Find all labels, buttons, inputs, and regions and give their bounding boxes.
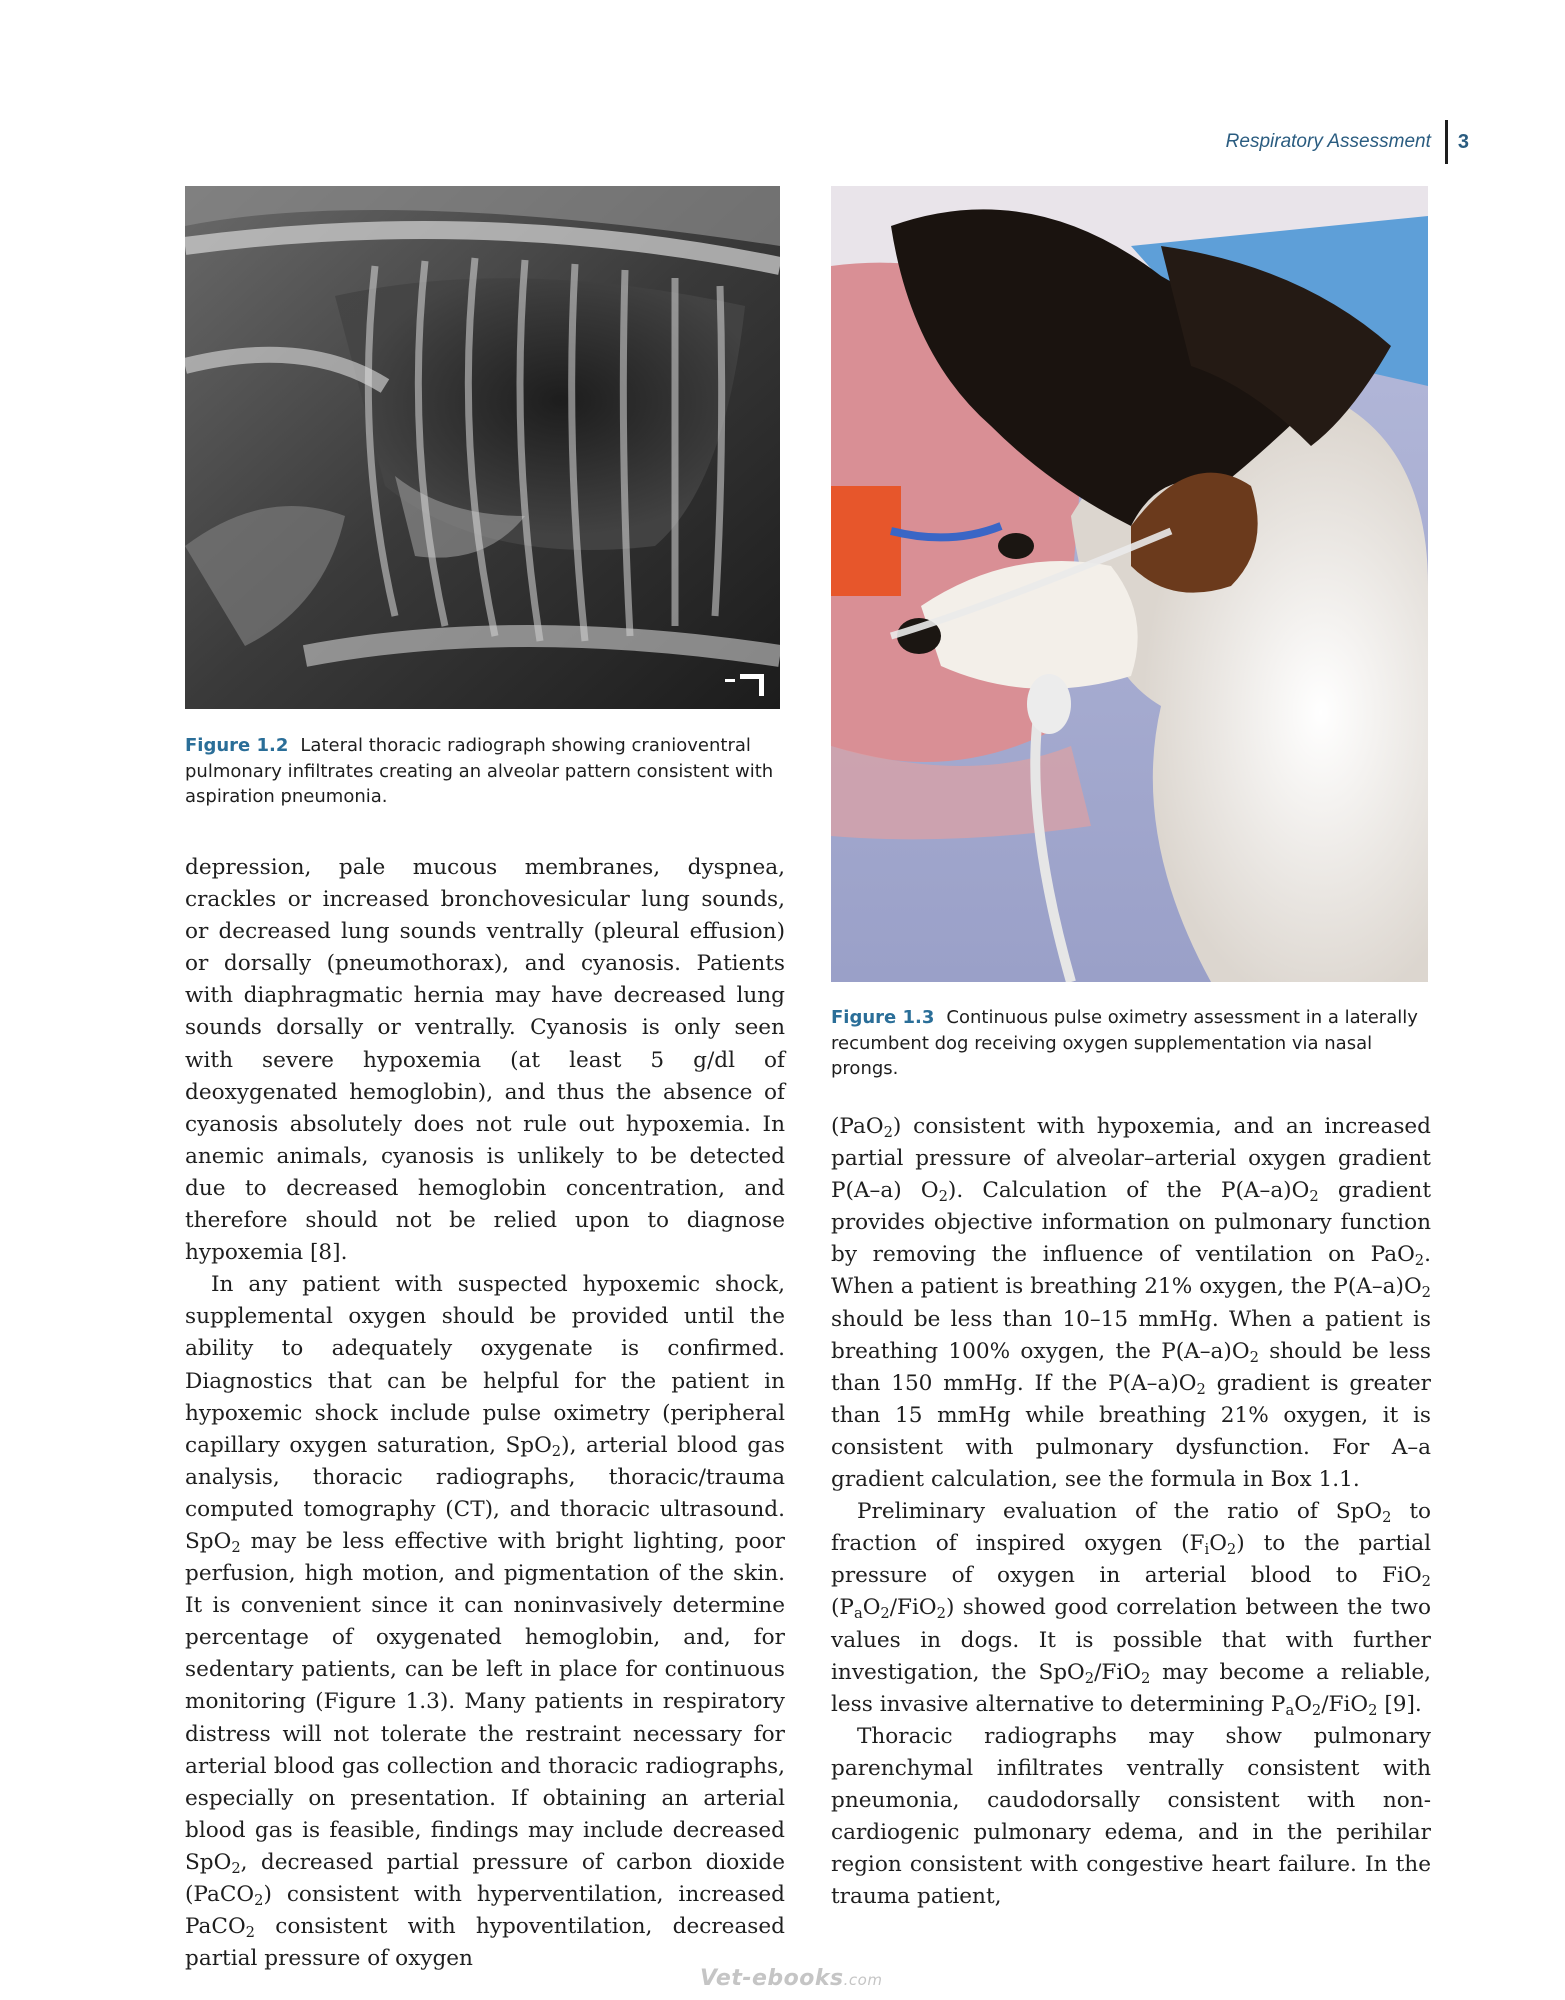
paragraph-left-1: depression, pale mucous membranes, dyspnea, crackles or increased bronchovesicular lung sounds, or decreased lung sounds ventrally (pleural effusion) or dorsally (pneumothorax), and cyanosis. Patients with diaphragmatic hernia may have decreased lung sounds dorsally or ventrally. Cyanosis is only seen with severe hypoxemia (at least 5 g/dl of deoxygenated hemoglobin), and thus the absence of cyanosis absolutely does not rule out hypoxemia. In anemic animals, cyanosis is unlikely to be detected due to decreased hemoglobin concentration, and therefore should not be relied upon to diagnose hypoxemia [8]. bbox=[185, 855, 785, 1266]
radiograph-image bbox=[185, 186, 780, 709]
footer-watermark bbox=[700, 1966, 882, 1991]
figure-1-2-label: Figure 1.2 bbox=[185, 735, 289, 756]
footer-suffix: .com bbox=[843, 1971, 883, 1989]
running-head bbox=[1226, 120, 1469, 164]
paragraph-right-2: Preliminary evaluation of the ratio of SpO$_2$ to fraction of inspired oxygen $(F_iO_2)$ to the partial pressure of oxygen in arterial blood to FiO$_2$ $(P_aO_2/FiO_2)$ showed good correlation between the two values in dogs. It is possible that with further investigation, the SpO$_2$/FiO$_2$ may become a reliable, less invasive alternative to determining $P_aO_2/FiO_2$ [9]. bbox=[831, 1499, 1431, 1719]
dog-photo-image bbox=[831, 186, 1428, 982]
right-column bbox=[831, 1111, 1431, 1913]
figure-1-2-caption bbox=[185, 733, 785, 810]
figure-1-3-caption bbox=[831, 1005, 1436, 1082]
running-head-title: Respiratory Assessment bbox=[1225, 131, 1431, 152]
left-column bbox=[185, 852, 785, 1975]
figure-1-3-caption-text: Continuous pulse oximetry assessment in a laterally recumbent dog receiving oxygen supplementation via nasal prongs. bbox=[831, 1007, 1418, 1079]
figure-1-2-radiograph bbox=[185, 186, 780, 709]
page-number: 3 bbox=[1457, 130, 1469, 153]
footer-brand: Vet-ebooks bbox=[700, 1966, 844, 1991]
paragraph-right-1: (PaO$_2$) consistent with hypoxemia, and an increased partial pressure of alveolar–arterial oxygen gradient P(A–a) $O_2$). Calculation of the $P(A-a)O_2$ gradient provides objective information on pulmonary function by removing the influence of ventilation on PaO$_2$. When a patient is breathing 21% oxygen, the $P(A-a)O_2$ should be less than 10–15 mmHg. When a patient is breathing 100% oxygen, the $P(A-a)O_2$ should be less than 150 mmHg. If the $P(A-a)O_2$ gradient is greater than 15 mmHg while breathing 21% oxygen, it is consistent with pulmonary dysfunction. For A–a gradient calculation, see the formula in Box 1.1. bbox=[831, 1114, 1431, 1493]
figure-1-3-photo bbox=[831, 186, 1428, 982]
running-head-rule bbox=[1445, 120, 1448, 164]
paragraph-right-3: Thoracic radiographs may show pulmonary parenchymal infiltrates ventrally consistent with pneumonia, caudodorsally consistent with non-cardiogenic pulmonary edema, and in the perihilar region consistent with congestive heart failure. In the trauma patient, bbox=[831, 1723, 1431, 1910]
figure-1-2-caption-text: Lateral thoracic radiograph showing cranioventral pulmonary infiltrates creating an alveolar pattern consistent with aspiration pneumonia. bbox=[185, 735, 774, 807]
figure-1-3-label: Figure 1.3 bbox=[831, 1007, 935, 1028]
paragraph-left-2: In any patient with suspected hypoxemic shock, supplemental oxygen should be provided until the ability to adequately oxygenate is confirmed. Diagnostics that can be helpful for the patient in hypoxemic shock include pulse oximetry (peripheral capillary oxygen saturation, SpO$_2$), arterial blood gas analysis, thoracic radiographs, thoracic/trauma computed tomography (CT), and thoracic ultrasound. SpO$_2$ may be less effective with bright lighting, poor perfusion, high motion, and pigmentation of the skin. It is convenient since it can noninvasively determine percentage of oxygenated hemoglobin, and, for sedentary patients, can be left in place for continuous monitoring (Figure 1.3). Many patients in respiratory distress will not tolerate the restraint necessary for arterial blood gas collection and thoracic radiographs, especially on presentation. If obtaining an arterial blood gas is feasible, findings may include decreased SpO$_2$, decreased partial pressure of carbon dioxide (PaCO$_2$) consistent with hyperventilation, increased PaCO$_2$ consistent with hypoventilation, decreased partial pressure of oxygen bbox=[185, 1272, 786, 1972]
